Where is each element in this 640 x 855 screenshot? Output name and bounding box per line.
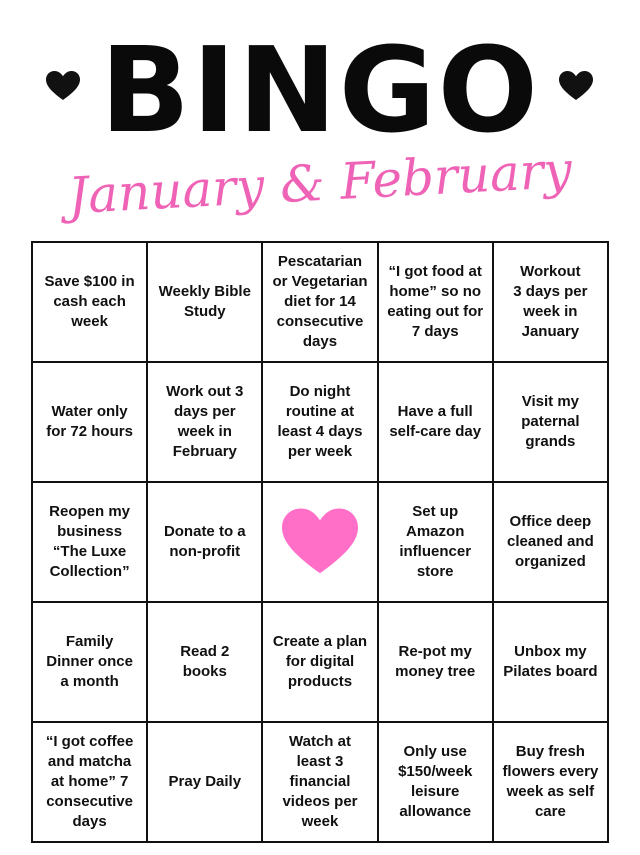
bingo-cell: Family Dinner once a month xyxy=(33,603,148,723)
bingo-cell: Work out 3 days per week in February xyxy=(148,363,263,483)
bingo-cell: Donate to a non-profit xyxy=(148,483,263,603)
heart-icon xyxy=(282,508,358,576)
bingo-cell: Workout 3 days per week in January xyxy=(494,243,609,363)
bingo-cell: Watch at least 3 financial videos per week xyxy=(263,723,378,843)
bingo-cell: Pescatarian or Vegetarian diet for 14 consecutive days xyxy=(263,243,378,363)
bingo-cell: Pray Daily xyxy=(148,723,263,843)
bingo-cell: Water only for 72 hours xyxy=(33,363,148,483)
bingo-cell: Reopen my business “The Luxe Collection” xyxy=(33,483,148,603)
bingo-cell: “I got coffee and matcha at home” 7 consecutive days xyxy=(33,723,148,843)
heart-icon xyxy=(559,71,593,101)
bingo-cell: Buy fresh flowers every week as self care xyxy=(494,723,609,843)
bingo-cell: “I got food at home” so no eating out for 7 days xyxy=(379,243,494,363)
bingo-cell: Read 2 books xyxy=(148,603,263,723)
free-space-cell xyxy=(263,483,378,603)
bingo-cell: Visit my paternal grands xyxy=(494,363,609,483)
bingo-cell: Create a plan for digital products xyxy=(263,603,378,723)
page-title: BINGO xyxy=(100,21,540,159)
bingo-board xyxy=(31,241,609,843)
bingo-cell: Set up Amazon influencer store xyxy=(379,483,494,603)
bingo-cell: Have a full self-care day xyxy=(379,363,494,483)
bingo-cell: Unbox my Pilates board xyxy=(494,603,609,723)
bingo-cell: Re-pot my money tree xyxy=(379,603,494,723)
bingo-cell: Do night routine at least 4 days per week xyxy=(263,363,378,483)
subtitle-months: January & February xyxy=(66,140,574,226)
bingo-cell: Only use $150/week leisure allowance xyxy=(379,723,494,843)
bingo-cell: Save $100 in cash each week xyxy=(33,243,148,363)
bingo-cell: Weekly Bible Study xyxy=(148,243,263,363)
bingo-cell: Office deep cleaned and organized xyxy=(494,483,609,603)
